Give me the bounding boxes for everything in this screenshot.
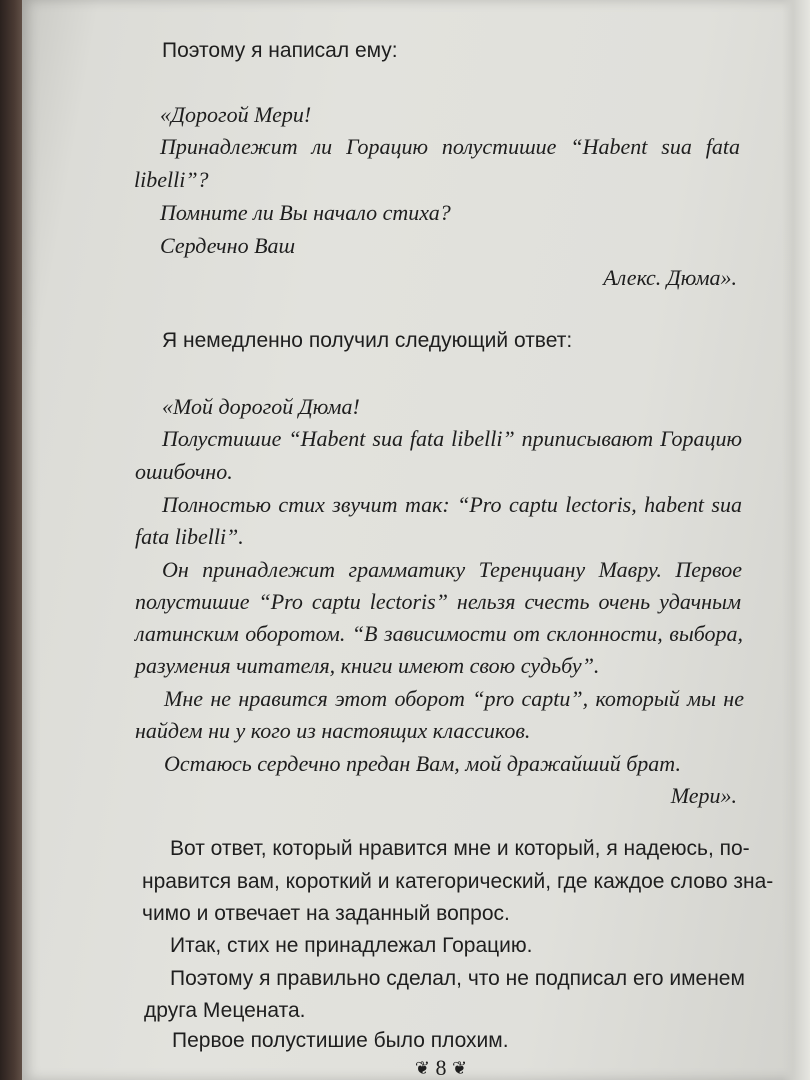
letter-line: libelli”? [134, 167, 209, 192]
letter-line: Помните ли Вы начало стиха? [160, 200, 451, 225]
text-line: Первое полустишие было плохим. [172, 1029, 509, 1052]
text-line: Поэтому я правильно сделал, что не подписал его именем [170, 967, 745, 990]
text-line: Поэтому я написал ему: [162, 39, 398, 62]
letter-signature: Мери». [670, 783, 737, 808]
fleuron-icon: ❦ [414, 1058, 430, 1078]
page-number [396, 1055, 486, 1080]
letter-line: Принадлежит ли Горацию полустишие “Habent sua fata [160, 134, 740, 159]
page-edge-shading [782, 0, 810, 1080]
letter-line: латинским оборотом. “В зависимости от склонности, выбора, [135, 621, 743, 646]
letter-line: ошибочно. [135, 459, 233, 484]
page-number-value: 8 [435, 1055, 447, 1080]
letter-line: Полустишие “Habent sua fata libelli” приписывают Горацию [162, 426, 742, 451]
letter-line: Мне не нравится этот оборот “pro captu”, который мы не [164, 686, 744, 711]
text-line: друга Мецената. [144, 999, 306, 1022]
letter-line: «Дорогой Мери! [160, 102, 312, 127]
text-line: Итак, стих не принадлежал Горацию. [170, 934, 533, 957]
letter-line: разумения читателя, книги имеют свою судьбу”. [135, 653, 600, 678]
text-line: чимо и отвечает на заданный вопрос. [142, 902, 510, 925]
letter-line: «Мой дорогой Дюма! [162, 394, 360, 419]
letter-line: Полностью стих звучит так: “Pro captu lectoris, habent sua [162, 492, 742, 517]
letter-signature: Алекс. Дюма». [603, 265, 737, 290]
letter-line: полустишие “Pro captu lectoris” нельзя счесть очень удачным [135, 589, 741, 614]
letter-line: найдем ни у кого из настоящих классиков. [135, 718, 531, 743]
letter-line: Сердечно Ваш [160, 233, 296, 258]
text-line: нравится вам, короткий и категорический, где каждое слово зна- [142, 870, 774, 893]
letter-line: fata libelli”. [135, 524, 244, 549]
letter-line: Он принадлежит грамматику Теренциану Мавру. Первое [162, 557, 742, 582]
book-page [22, 0, 810, 1080]
fleuron-icon: ❦ [452, 1058, 468, 1078]
letter-line: Остаюсь сердечно предан Вам, мой дражайший брат. [164, 751, 681, 776]
text-line: Вот ответ, который нравится мне и который, я надеюсь, по- [170, 837, 750, 860]
text-line: Я немедленно получил следующий ответ: [162, 329, 573, 352]
